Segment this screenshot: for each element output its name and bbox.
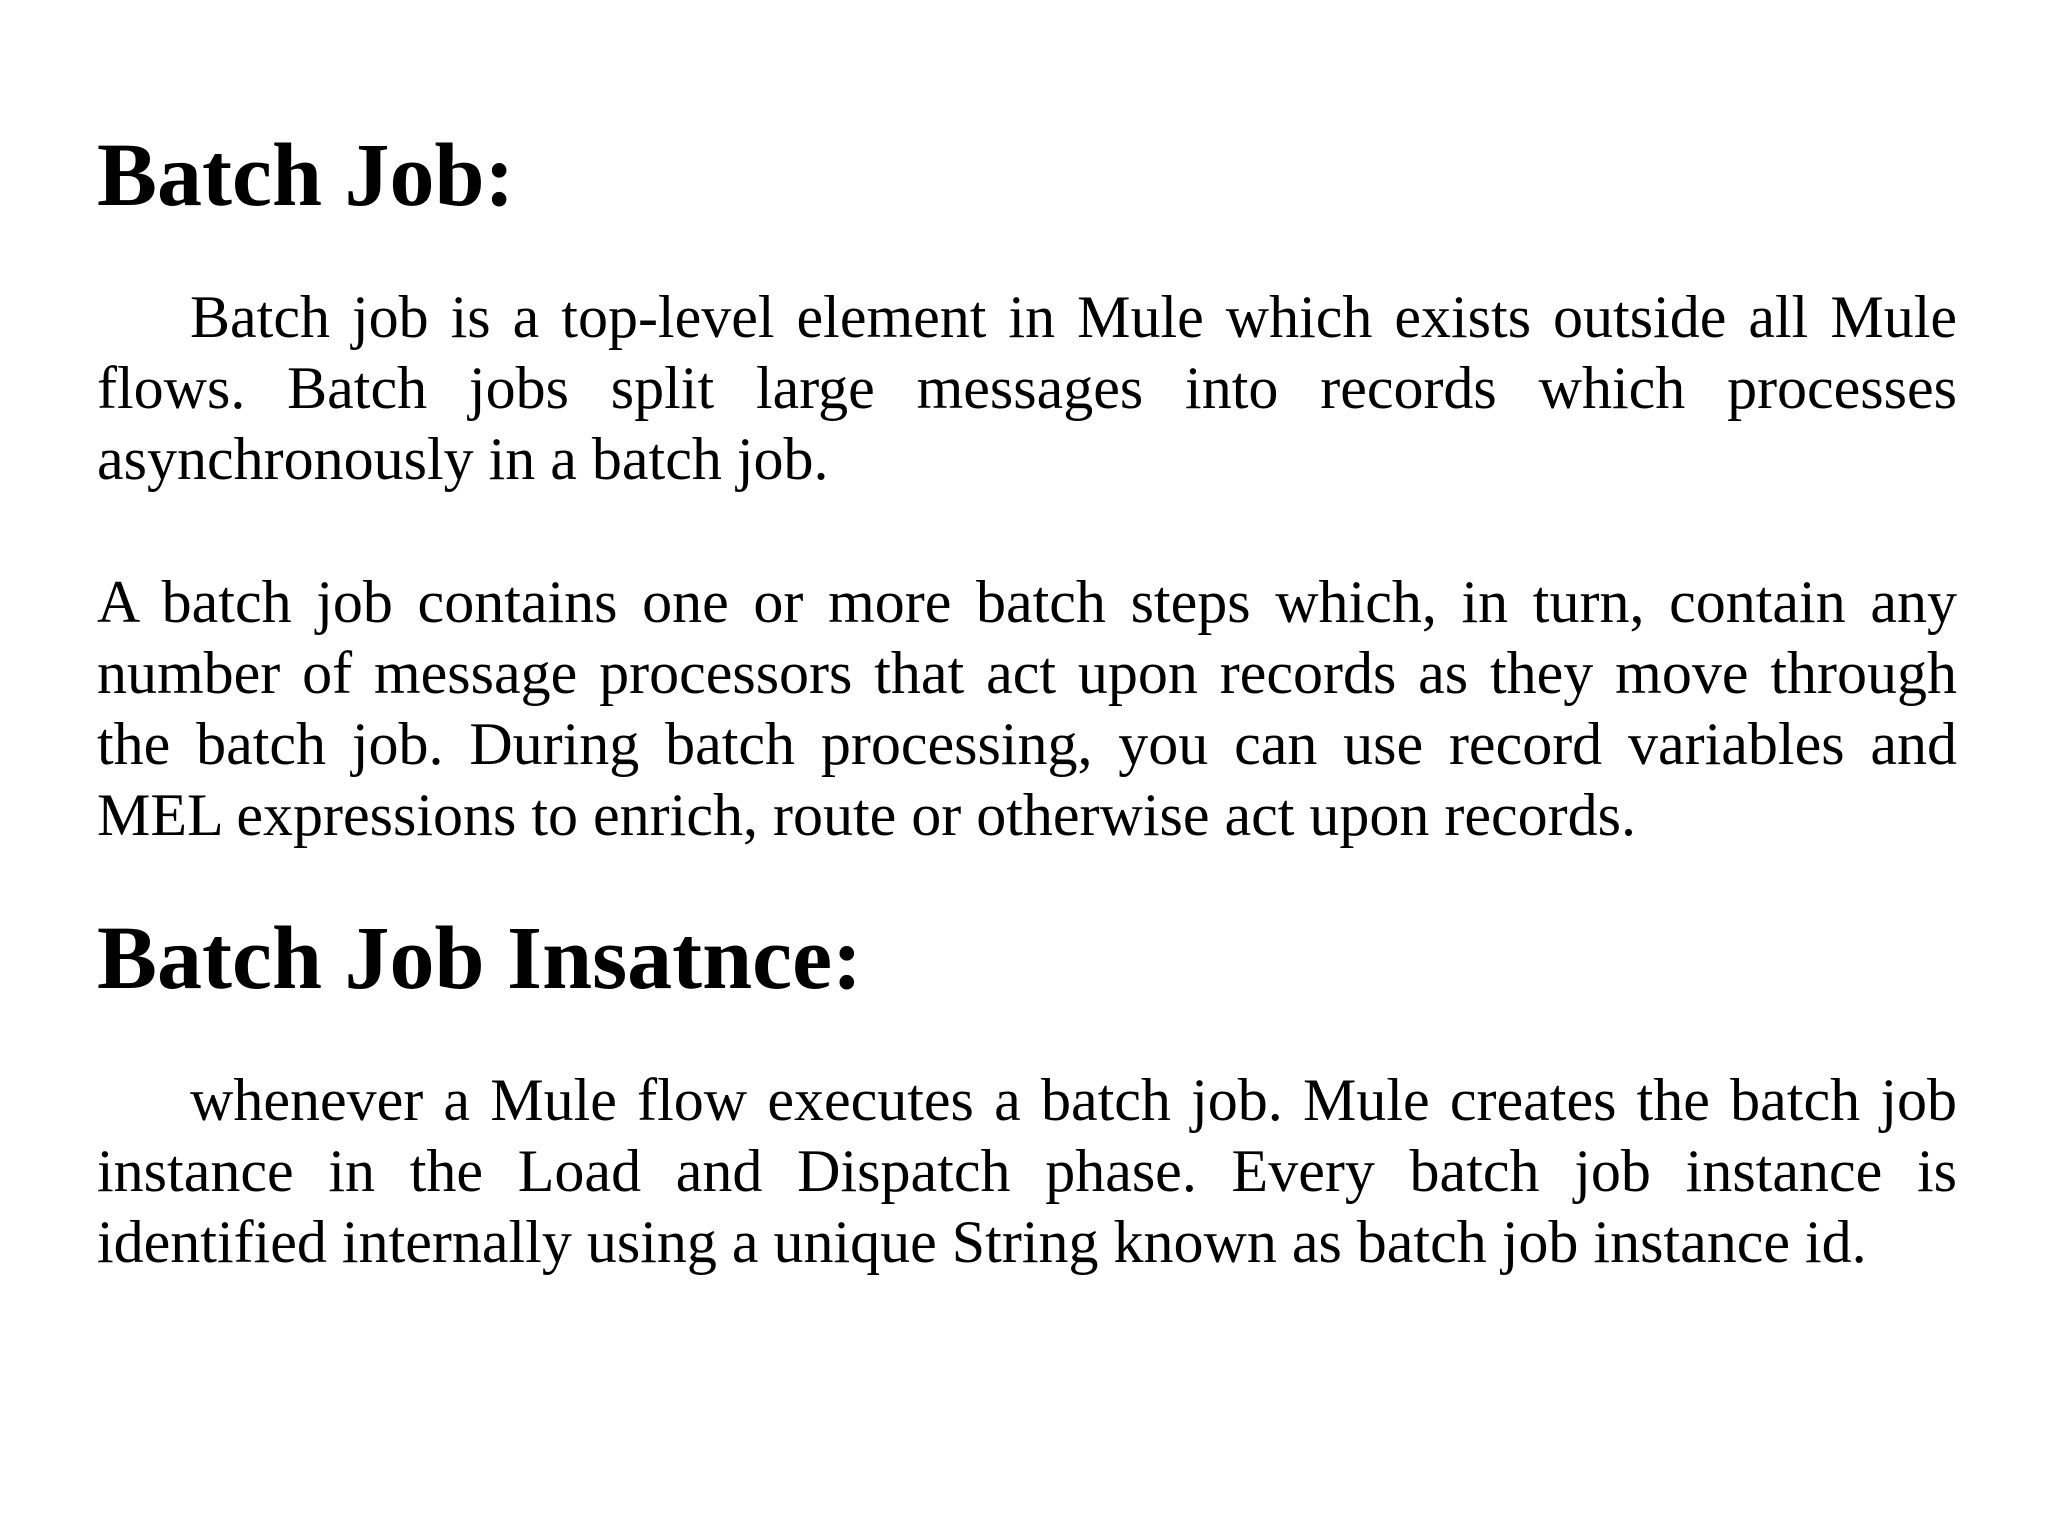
section-heading-batch-job: Batch Job: bbox=[97, 126, 515, 225]
spacer bbox=[97, 495, 1957, 567]
paragraph-batch-job-definition: Batch job is a top-level element in Mule which exists outside all Mule flows. Batch jobs split large messages into records which processes asynchronously in a batch job. bbox=[97, 284, 1957, 492]
document-page bbox=[97, 126, 1957, 1278]
paragraph-batch-job-steps: A batch job contains one or more batch steps which, in turn, contain any number of message processors that act upon records as they move through the batch job. During batch processing, you can use record variables and MEL expressions to enrich, route or otherwise act upon records. bbox=[97, 569, 1957, 848]
section-heading-batch-job-instance: Batch Job Insatnce: bbox=[97, 909, 863, 1008]
paragraph-batch-job-instance: whenever a Mule flow executes a batch job. Mule creates the batch job instance in the Load and Dispatch phase. Every batch job instance is identified internally using a unique String known as batch job instance id. bbox=[97, 1067, 1957, 1275]
